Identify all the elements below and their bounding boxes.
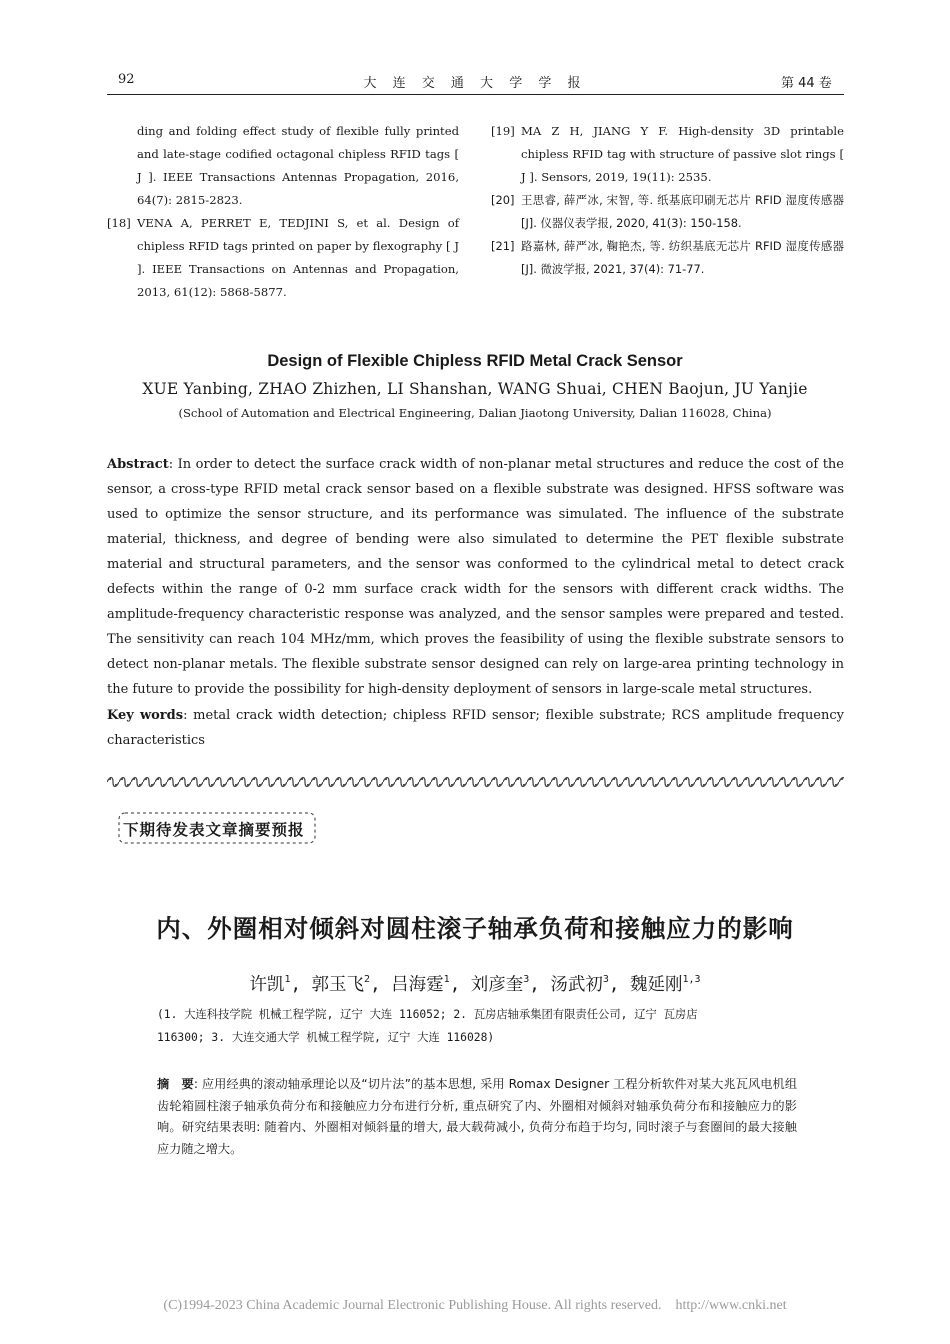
reference-list-left <box>107 120 459 304</box>
preview-authors: 许凯$^1$, 郭玉飞$^2$, 吕海霆$^1$, 刘彦奎$^3$, 汤武初$^3$, 魏延刚$^{1,3}$ <box>249 974 701 995</box>
author-affiliation-mark: 1 <box>284 974 291 985</box>
english-keywords <box>107 703 844 753</box>
author-affiliation-mark: 2 <box>364 974 371 985</box>
reference-list-right <box>491 120 844 281</box>
preview-article-title: 内、外圈相对倾斜对圆柱滚子轴承负荷和接触应力的影响 <box>156 914 794 943</box>
author-name: 许凯 <box>249 975 285 995</box>
copyright-footer <box>0 1298 950 1314</box>
author-name: 汤武初 <box>550 975 603 995</box>
page-number: 92 <box>118 72 135 87</box>
author-affiliation-mark: 3 <box>523 974 530 985</box>
author-name: 郭玉飞 <box>311 975 365 995</box>
preview-affiliation-line-2: 116300; 3. 大连交通大学 机械工程学院, 辽宁 大连 116028) <box>157 1031 495 1044</box>
abstract-text: : In order to detect the surface crack width of non-planar metal structures and reduce the cost of the sensor, a cross-type RFID metal crack sensor based on a flexible substrate was designed. HFSS software was used to optimize the sensor structure, and its performance was simulated. The influence of the substrate material, thickness, and degree of bending were also simulated to determine the PET flexible substrate material and structural parameters, and the sensor was conformed to the cylindrical metal to detect crack defects within the range of 0-2 mm surface crack width for the sensors with different crack widths. The amplitude-frequency characteristic response was analyzed, and the sensor samples were prepared and tested. The sensitivity can reach 104 MHz/mm, which proves the feasibility of using the flexible substrate sensors to detect non-planar metals. The flexible substrate sensor designed can rely on large-area printing technology in the future to provide the possibility for high-density deployment of sensors in large-scale metal structures. <box>107 457 844 697</box>
journal-name: 大 连 交 通 大 学 学 报 <box>363 76 587 91</box>
reference-text: MA Z H, JIANG Y F. High-density 3D printable chipless RFID tag with structure of passive slot rings [ J ]. Sensors, 2019, 19(11): 2535. <box>521 124 844 184</box>
keywords-text: : metal crack width detection; chipless RFID sensor; flexible substrate; RCS amplitude frequency characteristics <box>107 708 845 748</box>
author-name: 魏延刚 <box>629 975 683 995</box>
reference-number: [20] <box>491 193 515 207</box>
reference-text: 王思睿, 薛严冰, 宋智, 等. 纸基底印刷无芯片 RFID 湿度传感器[J]. 仪器仪表学报, 2020, 41(3): 150-158. <box>521 193 844 230</box>
preview-abstract-label: 摘 要 <box>157 1077 194 1091</box>
reference-item <box>491 120 844 189</box>
english-title: Design of Flexible Chipless RFID Metal Crack Sensor <box>267 352 683 370</box>
reference-item <box>491 189 844 235</box>
reference-number: [19] <box>491 124 515 138</box>
author-name: 刘彦奎 <box>470 975 524 995</box>
abstract-label: Abstract <box>107 457 169 472</box>
preview-affiliation-line-1: (1. 大连科技学院 机械工程学院, 辽宁 大连 116052; 2. 瓦房店轴承集团有限责任公司, 辽宁 瓦房店 <box>157 1008 698 1021</box>
reference-text: 路嘉林, 薛严冰, 鞠艳杰, 等. 纺织基底无芯片 RFID 湿度传感器[J]. 微波学报, 2021, 37(4): 71-77. <box>521 239 844 276</box>
reference-number: [18] <box>107 216 131 230</box>
author-affiliation-mark: 3 <box>602 974 609 985</box>
copyright-text: (C)1994-2023 China Academic Journal Electronic Publishing House. All rights reserved. <box>163 1298 662 1313</box>
preview-abstract <box>157 1074 797 1160</box>
english-affiliation: (School of Automation and Electrical Engineering, Dalian Jiaotong University, Dalian 116028, China) <box>178 406 772 420</box>
volume-label: 第 44 卷 <box>781 76 832 91</box>
author-affiliation-mark: 1,3 <box>682 974 701 985</box>
english-abstract <box>107 452 844 702</box>
header-rule <box>107 94 844 95</box>
footer-url: http://www.cnki.net <box>675 1298 787 1313</box>
english-authors: XUE Yanbing, ZHAO Zhizhen, LI Shanshan, WANG Shuai, CHEN Baojun, JU Yanjie <box>142 380 808 398</box>
reference-text: VENA A, PERRET E, TEDJINI S, et al. Design of chipless RFID tags printed on paper by flexography [ J ]. IEEE Transactions on Antennas and Propagation, 2013, 61(12): 5868-5877. <box>137 216 459 299</box>
reference-item <box>491 235 844 281</box>
author-affiliation-mark: 1 <box>443 974 450 985</box>
reference-continuation: ding and folding effect study of flexible fully printed and late-stage codified octagonal chipless RFID tags [ J ]. IEEE Transactions Antennas Propagation, 2016, 64(7): 2815-2823. <box>137 124 459 207</box>
reference-number: [21] <box>491 239 515 253</box>
author-name: 吕海霆 <box>391 975 444 995</box>
preview-abstract-text: : 应用经典的滚动轴承理论以及“切片法”的基本思想, 采用 Romax Designer 工程分析软件对某大兆瓦风电机组齿轮箱圆柱滚子轴承负荷分布和接触应力分布进行分析, 重点研究了内、外圈相对倾斜对轴承负荷分布和接触应力的影响。研究结果表明: 随着内、外圈相对倾斜量的增大, 最大载荷减小, 负荷分布趋于均匀, 同时滚子与套圈间的最大接触应力随之增大。 <box>157 1077 798 1156</box>
keywords-label: Key words <box>107 708 184 723</box>
preview-label: 下期待发表文章摘要预报 <box>123 821 305 839</box>
reference-item <box>107 212 459 304</box>
decorative-divider <box>107 775 844 789</box>
